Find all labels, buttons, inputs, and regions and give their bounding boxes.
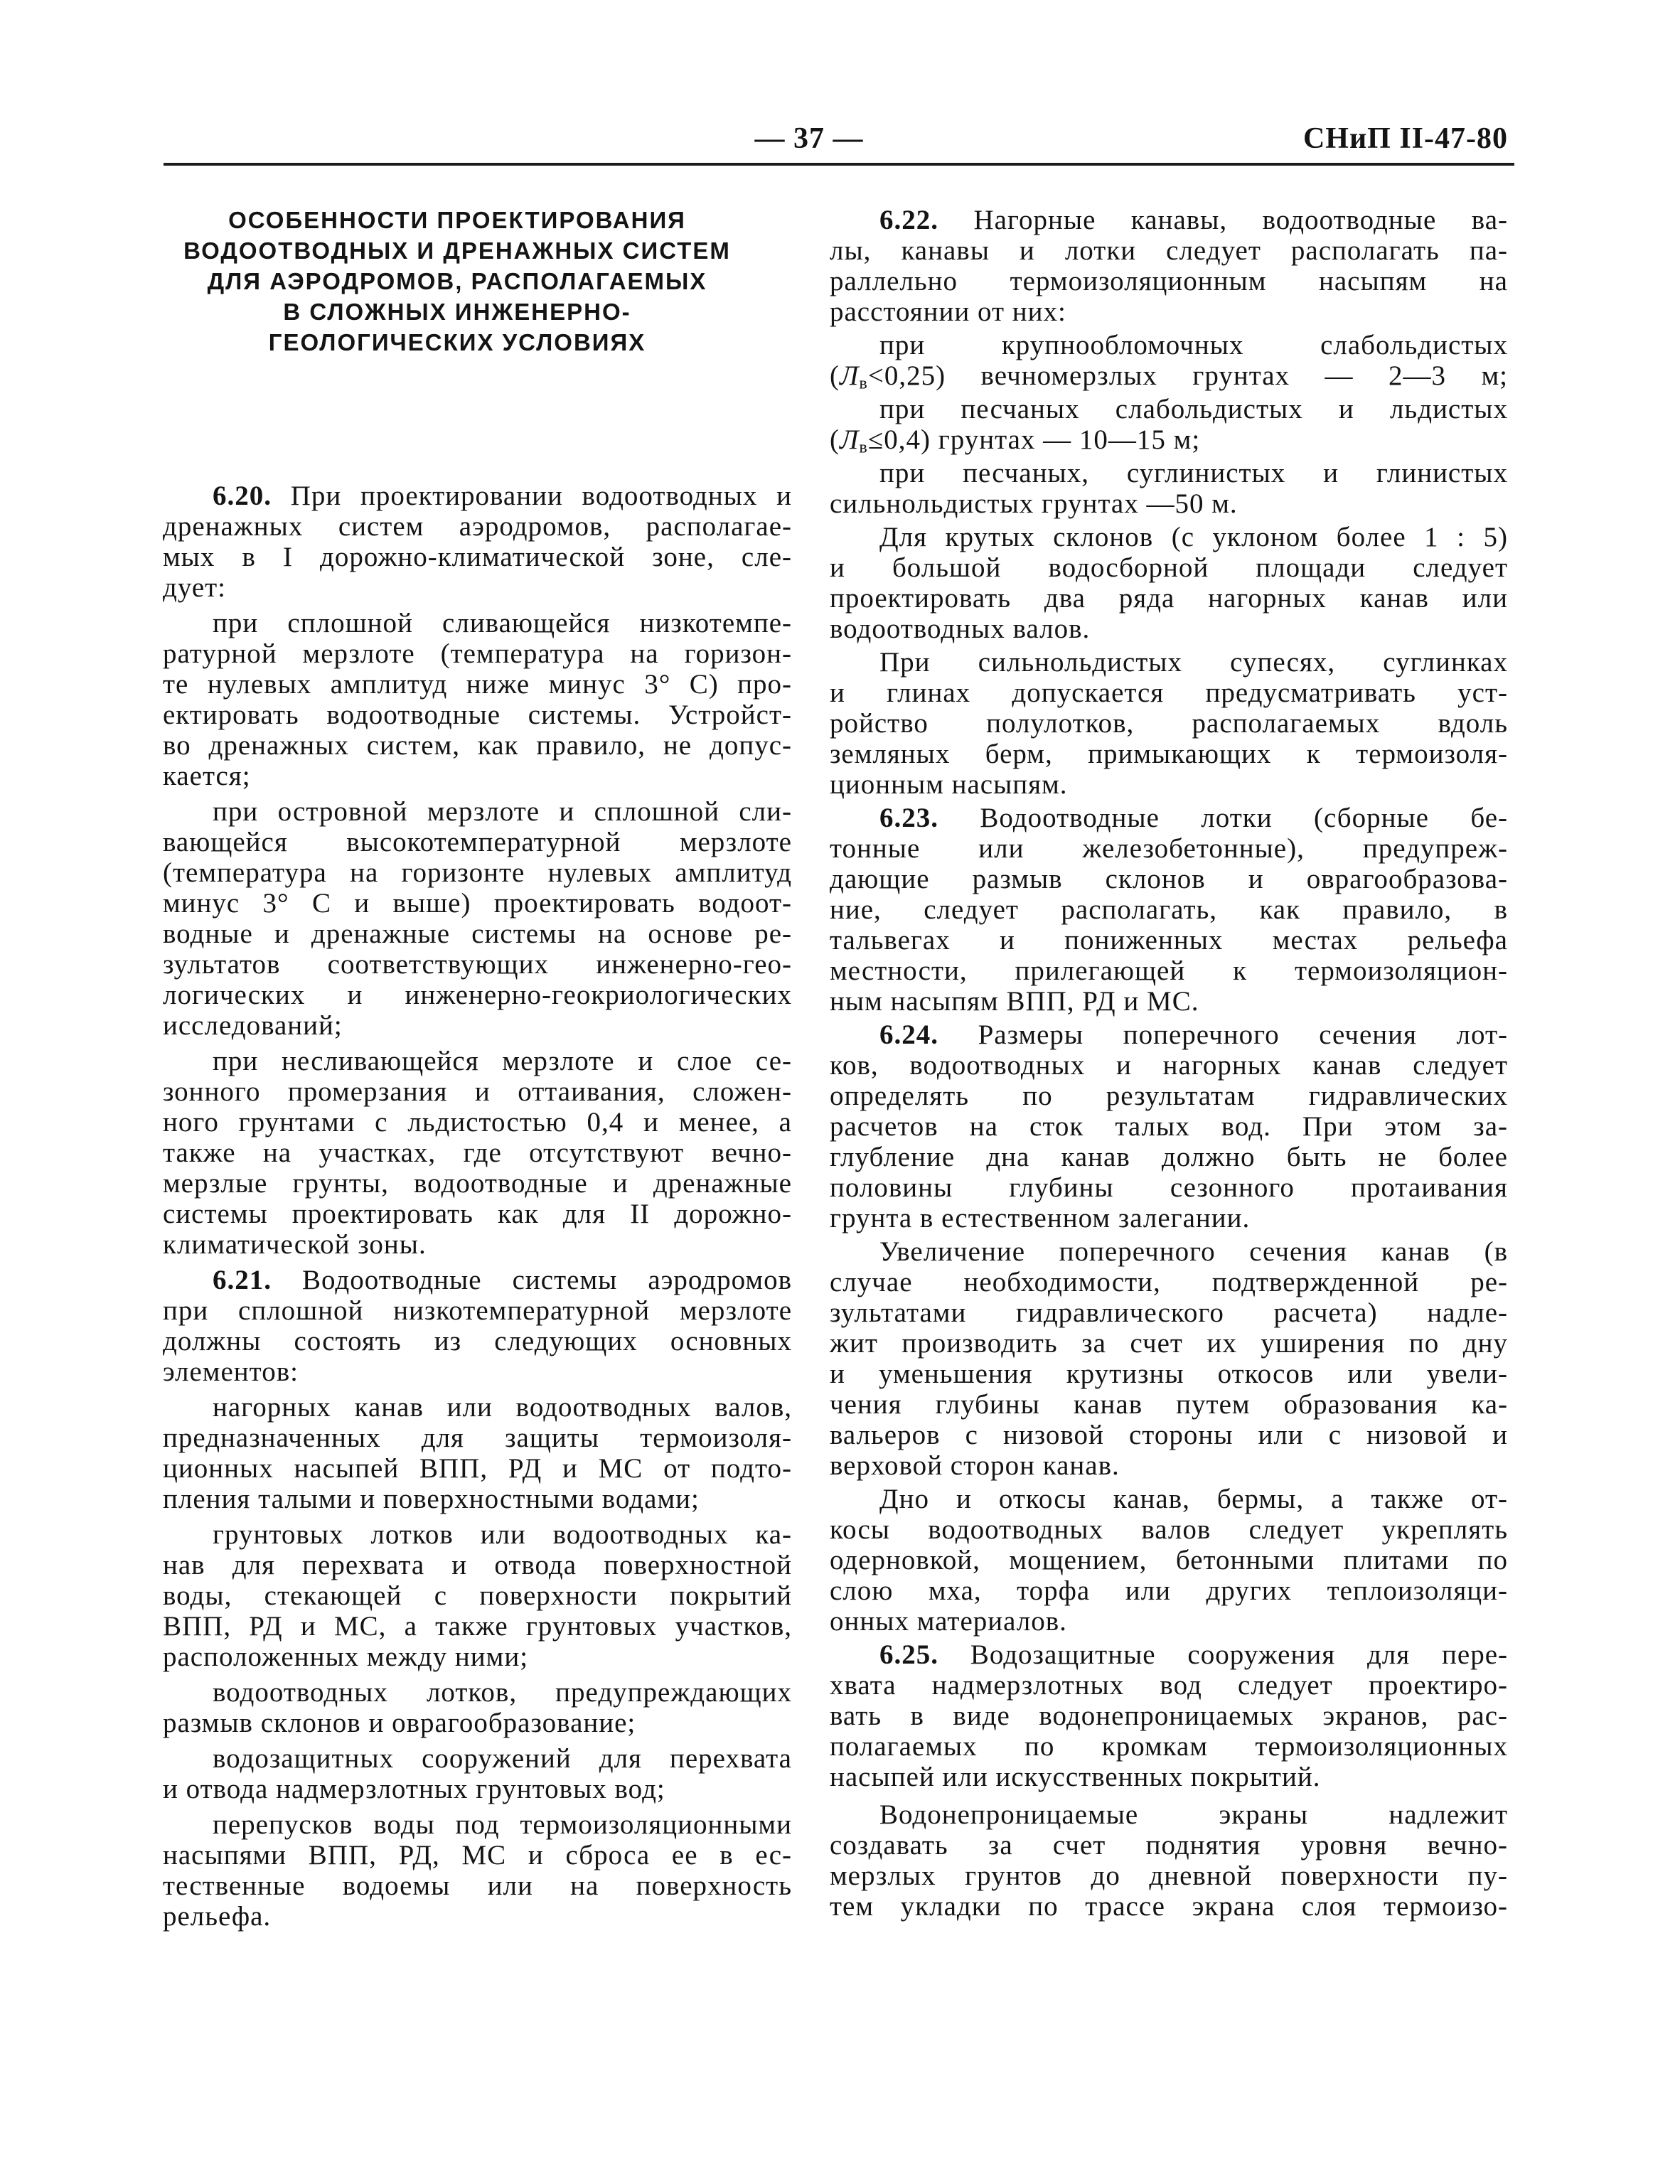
text-line: [163, 1611, 792, 1642]
line-text: (температура на горизонте нулевых амплитуд: [163, 857, 792, 888]
line-text: При проектировании водоотводных и: [290, 481, 792, 511]
section-title-line: ГЕОЛОГИЧЕСКИХ УСЛОВИЯХ: [268, 329, 646, 355]
line-text: дует:: [163, 572, 227, 603]
text-line: [163, 980, 792, 1010]
line-text: Увеличение поперечного сечения канав (в: [879, 1236, 1508, 1267]
text-line: [830, 1081, 1508, 1111]
line-text: водоотводных валов.: [830, 614, 1091, 644]
line-text: и отвода надмерзлотных грунтовых вод;: [163, 1774, 665, 1804]
text-line: [830, 1111, 1508, 1142]
line-text: зонного промерзания и оттаивания, сложен-: [163, 1076, 792, 1107]
paragraph: [830, 458, 1508, 519]
line-text: водозащитных сооружений для перехвата: [213, 1743, 792, 1774]
text-line: [830, 1799, 1508, 1830]
paragraph: [830, 647, 1508, 800]
text-line: [163, 1642, 792, 1672]
line-text: раллельно термоизоляционным насыпям на: [830, 266, 1508, 296]
line-text: местности, прилегающей к термоизоляцион-: [830, 956, 1508, 986]
text-line: [163, 1326, 792, 1356]
text-line: [163, 1107, 792, 1138]
text-line: [830, 894, 1508, 925]
left-text-column: [163, 481, 792, 1932]
line-text: Размеры поперечного сечения лот-: [978, 1019, 1509, 1050]
line-text: ВПП, РД и МС, а также грунтовых участков,: [163, 1611, 792, 1642]
text-line: [830, 833, 1508, 864]
line-text: жит производить за счет их уширения по дну: [830, 1328, 1508, 1359]
line-text: ционных насыпей ВПП, РД и МС от подто-: [163, 1453, 792, 1484]
line-text: Водозащитные сооружения для пере-: [970, 1639, 1509, 1670]
text-line: [830, 266, 1508, 296]
text-line: [163, 572, 792, 603]
line-text: ратурной мерзлоте (температура на горизон-: [163, 638, 792, 669]
clause-number: 6.21.: [213, 1265, 272, 1295]
line-text: кается;: [163, 761, 251, 791]
clause-paragraph: [830, 205, 1508, 327]
line-text: проектировать два ряда нагорных канав или: [830, 583, 1508, 614]
text-line: [830, 205, 1508, 235]
line-text: сильнольдистых грунтах —50 м.: [830, 488, 1238, 519]
text-line: [163, 827, 792, 857]
line-text: также на участках, где отсутствуют вечно-: [163, 1138, 792, 1168]
text-line: [163, 1076, 792, 1107]
subscript-text: в: [859, 437, 868, 457]
text-line: [830, 360, 1508, 391]
line-text: и уменьшения крутизны откосов или увели-: [830, 1359, 1508, 1389]
line-text: ционным насыпям.: [830, 769, 1068, 800]
text-line: [830, 708, 1508, 739]
text-line: [163, 700, 792, 730]
paragraph: [830, 1799, 1508, 1922]
text-line: [830, 1420, 1508, 1450]
line-text: определять по результатам гидравлических: [830, 1081, 1508, 1111]
text-line: [830, 864, 1508, 894]
text-segment: (: [830, 424, 840, 455]
paragraph: [830, 1484, 1508, 1637]
line-text: глубление дна канав должно быть не более: [830, 1142, 1508, 1172]
text-line: [163, 1840, 792, 1870]
header-rule: [164, 163, 1514, 166]
text-line: [830, 1575, 1508, 1606]
paragraph: [163, 1392, 792, 1514]
text-line: [830, 458, 1508, 488]
text-line: [163, 511, 792, 542]
clause-number: 6.20.: [213, 481, 272, 511]
line-text: при островной мерзлоте и сплошной сли-: [213, 796, 792, 827]
clause-number: 6.22.: [879, 205, 938, 235]
clause-paragraph: [163, 1265, 792, 1387]
text-line: [830, 1050, 1508, 1081]
line-text: косы водоотводных валов следует укреплять: [830, 1514, 1508, 1545]
clause-number: 6.23.: [879, 803, 938, 833]
line-text: полагаемых по кромкам термоизоляционных: [830, 1731, 1508, 1762]
line-text: дающие размыв склонов и оврагообразова-: [830, 864, 1508, 894]
line-text: тественные водоемы или на поверхность: [163, 1870, 792, 1901]
line-text: расчетов на сток талых вод. При этом за-: [830, 1111, 1508, 1142]
paragraph: [163, 1046, 792, 1260]
line-text: мерзлых грунтов до дневной поверхности пу-: [830, 1861, 1508, 1891]
text-line: [163, 796, 792, 827]
text-line: [163, 1295, 792, 1326]
text-line: [830, 1142, 1508, 1172]
line-text: верховой сторон канав.: [830, 1450, 1120, 1481]
line-text: создавать за счет поднятия уровня вечно-: [830, 1830, 1508, 1861]
line-text: ройство полулотков, располагаемых вдоль: [830, 708, 1508, 739]
line-text: рельефа.: [163, 1901, 272, 1932]
line-text: вальеров с низовой стороны или с низовой и: [830, 1420, 1508, 1450]
text-line: [830, 1297, 1508, 1328]
text-line: [163, 730, 792, 761]
line-text: ного грунтами с льдистостью 0,4 и менее, а: [163, 1107, 792, 1138]
clause-number: 6.25.: [879, 1639, 938, 1670]
text-segment: <0,25) вечномерзлых грунтах — 2—3 м;: [867, 360, 1508, 391]
paragraph: [830, 394, 1508, 455]
text-line: [163, 1356, 792, 1387]
text-line: [163, 1708, 792, 1738]
text-line: [830, 678, 1508, 708]
section-title-line: В СЛОЖНЫХ ИНЖЕНЕРНО-: [283, 299, 631, 325]
text-line: [830, 1236, 1508, 1267]
text-line: [163, 1392, 792, 1423]
text-line: [830, 296, 1508, 327]
text-line: [830, 330, 1508, 360]
line-text: те нулевых амплитуд ниже минус 3° С) про-: [163, 669, 792, 700]
text-line: [830, 956, 1508, 986]
text-line: [830, 1701, 1508, 1731]
text-line: [830, 1514, 1508, 1545]
line-text: при несливающейся мерзлоте и слое се-: [213, 1046, 792, 1076]
text-line: [830, 1606, 1508, 1637]
line-text: половины глубины сезонного протаивания: [830, 1172, 1508, 1203]
text-line: [830, 986, 1508, 1017]
text-line: [163, 1870, 792, 1901]
text-line: [830, 1670, 1508, 1701]
text-line: [830, 1019, 1508, 1050]
line-text: размыв склонов и оврагообразование;: [163, 1708, 636, 1738]
text-line: [163, 1423, 792, 1453]
paragraph: [830, 522, 1508, 644]
line-text: грунта в естественном залегании.: [830, 1203, 1251, 1233]
text-line: [830, 1861, 1508, 1891]
document-code: СНиП II-47-80: [1302, 122, 1508, 155]
line-text: вающейся высокотемпературной мерзлоте: [163, 827, 792, 857]
line-text: пления талыми и поверхностными водами;: [163, 1484, 700, 1514]
line-text: при крупнообломочных слабольдистых: [879, 330, 1508, 360]
text-line: [163, 1453, 792, 1484]
italic-symbol: Л: [840, 424, 860, 455]
line-text: при сплошной сливающейся низкотемпе-: [213, 608, 792, 638]
text-line: [163, 481, 792, 511]
line-text: насыпей или искусственных покрытий.: [830, 1762, 1321, 1792]
text-line: [830, 1891, 1508, 1922]
line-text: во дренажных систем, как правило, не допус-: [163, 730, 792, 761]
text-line: [830, 522, 1508, 552]
line-text: системы проектировать как для II дорожно-: [163, 1199, 792, 1229]
line-text: Для крутых склонов (с уклоном более 1 : 5): [879, 522, 1508, 552]
page-number: — 37 —: [754, 122, 864, 155]
paragraph: [163, 1809, 792, 1932]
line-text: водоотводных лотков, предупреждающих: [213, 1677, 792, 1708]
line-text: и глинах допускается предусматривать уст-: [830, 678, 1508, 708]
right-text-column: [830, 205, 1508, 1922]
line-text: предназначенных для защиты термоизоля-: [163, 1423, 792, 1453]
line-text: при песчаных, суглинистых и глинистых: [879, 458, 1508, 488]
line-text: ков, водоотводных и нагорных канав следует: [830, 1050, 1508, 1081]
line-text: и большой водосборной площади следует: [830, 552, 1508, 583]
line-text: онных материалов.: [830, 1606, 1067, 1637]
text-line: [163, 1677, 792, 1708]
text-line: [163, 542, 792, 572]
text-line: [830, 394, 1508, 424]
line-text: элементов:: [163, 1356, 299, 1387]
paragraph: [830, 1236, 1508, 1481]
line-text: зультатов соответствующих инженерно-гео-: [163, 949, 792, 980]
text-line: [830, 1359, 1508, 1389]
section-title-line: ДЛЯ АЭРОДРОМОВ, РАСПОЛАГАЕМЫХ: [207, 268, 707, 294]
text-line: [163, 888, 792, 919]
line-text: вать в виде водонепроницаемых экранов, рас-: [830, 1701, 1508, 1731]
clause-paragraph: [163, 481, 792, 603]
line-text: перепусков воды под термоизоляционными: [213, 1809, 792, 1840]
text-line: [163, 761, 792, 791]
clause-number: 6.24.: [879, 1019, 938, 1050]
text-line: [830, 1450, 1508, 1481]
text-line: [830, 614, 1508, 644]
text-line: [830, 1328, 1508, 1359]
paragraph: [163, 796, 792, 1041]
line-text: одерновкой, мощением, бетонными плитами по: [830, 1545, 1508, 1575]
text-line: [830, 1389, 1508, 1420]
line-text: земляных берм, примыкающих к термоизоля-: [830, 739, 1508, 769]
section-title-line: ВОДООТВОДНЫХ И ДРЕНАЖНЫХ СИСТЕМ: [183, 237, 731, 264]
text-line: [163, 608, 792, 638]
line-text: насыпями ВПП, РД, МС и сброса ее в ес-: [163, 1840, 792, 1870]
line-text: воды, стекающей с поверхности покрытий: [163, 1580, 792, 1611]
line-text: расстоянии от них:: [830, 296, 1066, 327]
line-text: При сильнольдистых супесях, суглинках: [879, 647, 1508, 678]
text-line: [163, 1229, 792, 1260]
line-text: Дно и откосы канав, бермы, а также от-: [879, 1484, 1508, 1514]
text-line: [163, 1010, 792, 1041]
line-text: водные и дренажные системы на основе ре-: [163, 919, 792, 949]
line-text: при сплошной низкотемпературной мерзлоте: [163, 1295, 792, 1326]
text-line: [163, 1168, 792, 1199]
text-line: [163, 1138, 792, 1168]
text-line: [830, 235, 1508, 266]
line-text: нав для перехвата и отвода поверхностной: [163, 1550, 792, 1580]
line-text: климатической зоны.: [163, 1229, 427, 1260]
text-line: [830, 1545, 1508, 1575]
text-line: [830, 803, 1508, 833]
paragraph: [830, 330, 1508, 391]
text-line: [163, 1774, 792, 1804]
line-text: ектировать водоотводные системы. Устройст-: [163, 700, 792, 730]
text-line: [830, 1267, 1508, 1297]
paragraph: [163, 1677, 792, 1738]
text-line: [163, 669, 792, 700]
line-text: минус 3° С и выше) проектировать водоот-: [163, 888, 792, 919]
line-text: расположенных между ними;: [163, 1642, 529, 1672]
text-line: [830, 552, 1508, 583]
text-line: [830, 1639, 1508, 1670]
text-line: [163, 1743, 792, 1774]
text-line: [830, 583, 1508, 614]
text-segment: ≤0,4) грунтах — 10—15 м;: [867, 424, 1201, 455]
line-text: мерзлые грунты, водоотводные и дренажные: [163, 1168, 792, 1199]
text-line: [830, 1203, 1508, 1233]
line-text: лы, канавы и лотки следует располагать па-: [830, 235, 1508, 266]
paragraph: [163, 1519, 792, 1672]
section-title: [163, 205, 751, 358]
paragraph: [163, 1743, 792, 1804]
text-line: [163, 1484, 792, 1514]
line-text: грунтовых лотков или водоотводных ка-: [213, 1519, 792, 1550]
line-text: логических и инженерно-геокриологических: [163, 980, 792, 1010]
line-text: ние, следует располагать, как правило, в: [830, 894, 1508, 925]
text-line: [163, 1046, 792, 1076]
text-line: [830, 647, 1508, 678]
text-line: [830, 1762, 1508, 1792]
line-text: нагорных канав или водоотводных валов,: [213, 1392, 792, 1423]
line-text: Водонепроницаемые экраны надлежит: [879, 1799, 1508, 1830]
text-line: [163, 1901, 792, 1932]
line-text: при песчаных слабольдистых и льдистых: [879, 394, 1508, 424]
text-line: [830, 1484, 1508, 1514]
line-text: мых в I дорожно-климатической зоне, сле-: [163, 542, 792, 572]
clause-paragraph: [830, 1639, 1508, 1792]
text-line: [163, 1199, 792, 1229]
text-line: [830, 488, 1508, 519]
line-text: случае необходимости, подтвержденной ре-: [830, 1267, 1508, 1297]
text-line: [163, 1519, 792, 1550]
text-line: [163, 1550, 792, 1580]
text-line: [163, 857, 792, 888]
line-text: чения глубины канав путем образования ка-: [830, 1389, 1508, 1420]
line-text: зультатами гидравлического расчета) надле-: [830, 1297, 1508, 1328]
line-text: Водоотводные системы аэродромов: [302, 1265, 792, 1295]
text-line: [830, 1172, 1508, 1203]
line-text: Водоотводные лотки (сборные бе-: [980, 803, 1508, 833]
text-line: [830, 925, 1508, 956]
line-text: исследований;: [163, 1010, 343, 1041]
text-line: [163, 949, 792, 980]
line-text: дренажных систем аэродромов, располагае-: [163, 511, 792, 542]
clause-paragraph: [830, 1019, 1508, 1233]
line-text: должны состоять из следующих основных: [163, 1326, 792, 1356]
line-text: тальвегах и пониженных местах рельефа: [830, 925, 1508, 956]
section-title-line: ОСОБЕННОСТИ ПРОЕКТИРОВАНИЯ: [228, 207, 686, 233]
text-line: [830, 424, 1508, 455]
line-text: слою мха, торфа или других теплоизоляци-: [830, 1575, 1508, 1606]
italic-symbol: Л: [840, 360, 860, 391]
text-line: [830, 1731, 1508, 1762]
line-text: хвата надмерзлотных вод следует проектиро-: [830, 1670, 1508, 1701]
clause-paragraph: [830, 803, 1508, 1017]
text-line: [163, 1265, 792, 1295]
subscript-text: в: [859, 373, 868, 393]
text-segment: (: [830, 360, 840, 391]
text-line: [163, 1580, 792, 1611]
text-line: [163, 1809, 792, 1840]
line-text: Нагорные канавы, водоотводные ва-: [973, 205, 1508, 235]
text-line: [163, 919, 792, 949]
text-line: [830, 1830, 1508, 1861]
line-text: тонные или железобетонные), предупреж-: [830, 833, 1508, 864]
paragraph: [163, 608, 792, 791]
text-line: [830, 739, 1508, 769]
line-text: ным насыпям ВПП, РД и МС.: [830, 986, 1199, 1017]
line-text: тем укладки по трассе экрана слоя термоизо-: [830, 1891, 1508, 1922]
text-line: [830, 769, 1508, 800]
text-line: [163, 638, 792, 669]
